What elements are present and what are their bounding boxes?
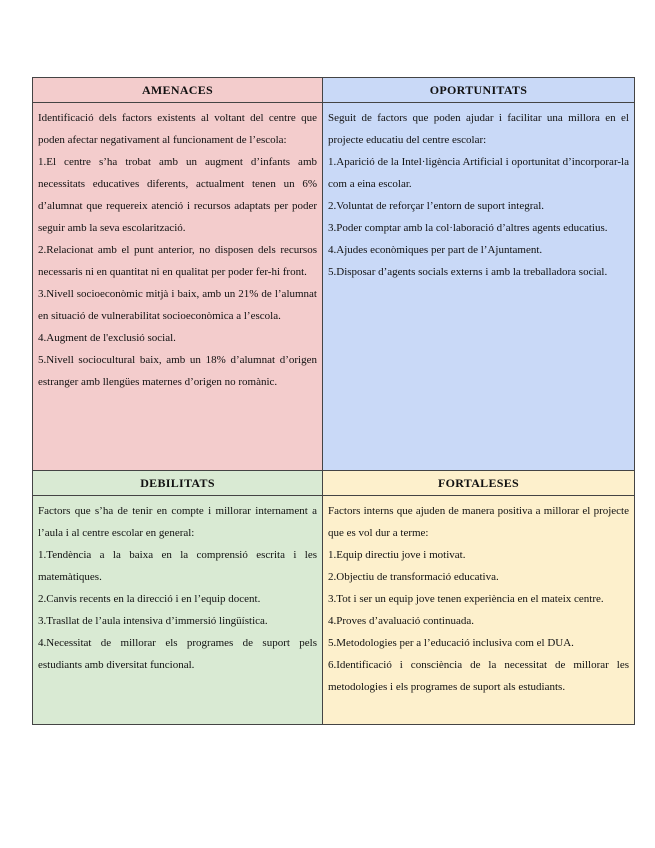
debilitats-header: DEBILITATS — [33, 471, 323, 496]
amenaces-item: 1.El centre s’ha trobat amb un augment d’infants amb necessitats educatives diferents, actualment tenen un 6% d’alumnat que requereix atenció i recursos adaptats per poder seguir amb la seva escolarització. — [38, 156, 317, 234]
amenaces-item: 2.Relacionat amb el punt anterior, no disposen dels recursos necessaris ni en quantitat ni en qualitat per poder fer-hi front. — [38, 244, 317, 278]
fortaleses-item: 2.Objectiu de transformació educativa. — [328, 571, 499, 583]
oportunitats-item: 1.Aparició de la Intel·ligència Artificial i oportunitat d’incorporar-la com a eina escolar. — [328, 156, 629, 190]
fortaleses-item: 3.Tot i ser un equip jove tenen experiència en el mateix centre. — [328, 593, 604, 605]
swot-table — [32, 77, 635, 725]
debilitats-item: 2.Canvis recents en la direcció i en l’equip docent. — [38, 593, 261, 605]
fortaleses-item: 4.Proves d’avaluació continuada. — [328, 615, 475, 627]
oportunitats-header: OPORTUNITATS — [323, 78, 635, 103]
oportunitats-intro: Seguit de factors que poden ajudar i facilitar una millora en el projecte educatiu del centre escolar: — [328, 112, 629, 146]
debilitats-cell — [33, 496, 323, 725]
amenaces-cell — [33, 103, 323, 471]
debilitats-item: 3.Trasllat de l’aula intensiva d’immersió lingüística. — [38, 615, 268, 627]
amenaces-intro: Identificació dels factors existents al voltant del centre que poden afectar negativament al funcionament de l’escola: — [38, 112, 317, 146]
fortaleses-item: 5.Metodologies per a l’educació inclusiva com el DUA. — [328, 637, 574, 649]
debilitats-item: 1.Tendència a la baixa en la comprensió escrita i les matemàtiques. — [38, 549, 317, 583]
amenaces-header: AMENACES — [33, 78, 323, 103]
fortaleses-header: FORTALESES — [323, 471, 635, 496]
fortaleses-intro: Factors interns que ajuden de manera positiva a millorar el projecte que es vol dur a terme: — [328, 505, 629, 539]
amenaces-item: 4.Augment de l'exclusió social. — [38, 332, 176, 344]
oportunitats-item: 5.Disposar d’agents socials externs i amb la treballadora social. — [328, 266, 608, 278]
oportunitats-item: 4.Ajudes econòmiques per part de l’Ajuntament. — [328, 244, 543, 256]
fortaleses-item: 1.Equip directiu jove i motivat. — [328, 549, 466, 561]
debilitats-item: 4.Necessitat de millorar els programes de suport pels estudiants amb diversitat funcional. — [38, 637, 317, 671]
oportunitats-item: 3.Poder comptar amb la col·laboració d’altres agents educatius. — [328, 222, 608, 234]
fortaleses-item: 6.Identificació i consciència de la necessitat de millorar les metodologies i els programes de suport als estudiants. — [328, 659, 629, 693]
amenaces-item: 3.Nivell socioeconòmic mitjà i baix, amb un 21% de l’alumnat en situació de vulnerabilitat socioeconòmica a l’escola. — [38, 288, 317, 322]
oportunitats-cell — [323, 103, 635, 471]
debilitats-intro: Factors que s’ha de tenir en compte i millorar internament a l’aula i al centre escolar en general: — [38, 505, 317, 539]
fortaleses-cell — [323, 496, 635, 725]
oportunitats-item: 2.Voluntat de reforçar l’entorn de suport integral. — [328, 200, 545, 212]
amenaces-item: 5.Nivell sociocultural baix, amb un 18% d’alumnat d’origen estranger amb llengües maternes d’origen no romànic. — [38, 354, 317, 388]
